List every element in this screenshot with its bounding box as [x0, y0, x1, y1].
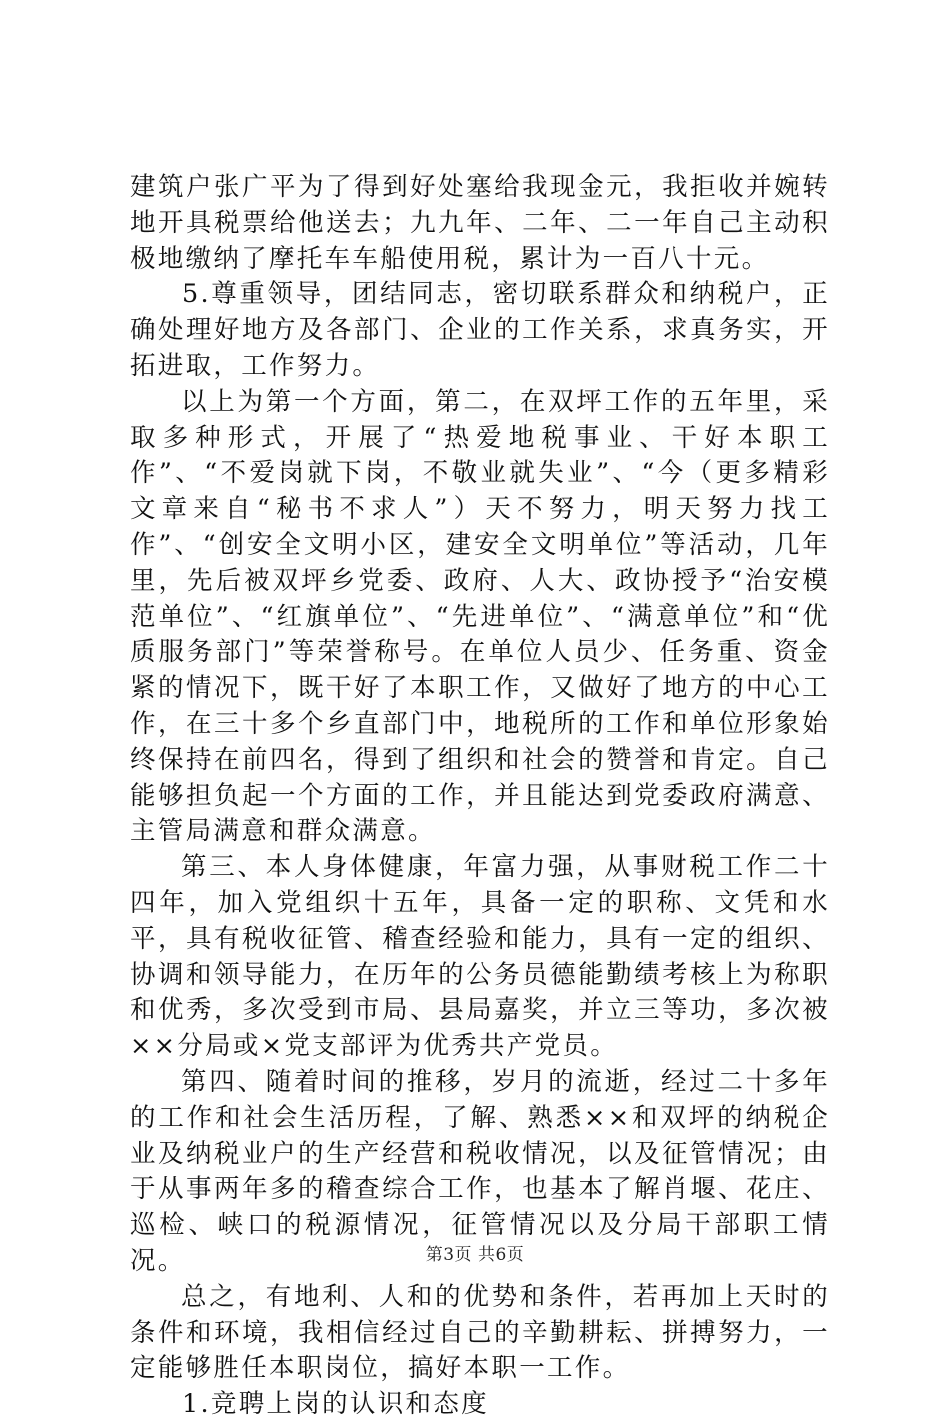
- paragraph-second-aspect: 以上为第一个方面，第二，在双坪工作的五年里，采取多种形式，开展了“热爱地税事业、干好本职工作”、“不爱岗就下岗，不敬业就失业”、“今（更多精彩文章来自“秘书不求人”）天不努力，明天努力找工作”、“创安全文明小区，建安全文明单位”等活动，几年里，先后被双坪乡党委、政府、人大、政协授予“治安模范单位”、“红旗单位”、“先进单位”、“满意单位”和“优质服务部门”等荣誉称号。在单位人员少、任务重、资金紧的情况下，既干好了本职工作，又做好了地方的中心工作，在三十多个乡直部门中，地税所的工作和单位形象始终保持在前四名，得到了组织和社会的赞誉和肯定。自己能够担负起一个方面的工作，并且能达到党委政府满意、主管局满意和群众满意。: [130, 386, 830, 847]
- paragraph-item-5: 5.尊重领导，团结同志，密切联系群众和纳税户，正确处理好地方及各部门、企业的工作关系，求真务实，开拓进取，工作努力。: [130, 279, 830, 381]
- section-heading: 1.竞聘上岗的认识和态度: [182, 1389, 489, 1420]
- paragraph-continuation: 建筑户张广平为了得到好处塞给我现金元，我拒收并婉转地开具税票给他送去；九九年、二年、二一年自己主动积极地缴纳了摩托车车船使用税，累计为一百八十元。: [130, 172, 830, 274]
- paragraph-summary: 总之，有地利、人和的优势和条件，若再加上天时的条件和环境，我相信经过自己的辛勤耕耘、拼搏努力，一定能够胜任本职岗位，搞好本职一工作。: [130, 1281, 830, 1384]
- page-footer: 第3页 共6页: [425, 1245, 525, 1265]
- paragraph-fourth-aspect: 第四、随着时间的推移，岁月的流逝，经过二十多年的工作和社会生活历程，了解、熟悉××和双坪的纳税企业及纳税业户的生产经营和税收情况，以及征管情况；由于从事两年多的稽查综合工作，也基本了解肖堰、花庄、巡检、峡口的税源情况，征管情况以及分局干部职工情况。: [130, 1066, 830, 1276]
- paragraph-third-aspect: 第三、本人身体健康，年富力强，从事财税工作二十四年，加入党组织十五年，具备一定的职称、文凭和水平，具有税收征管、稽查经验和能力，具有一定的组织、协调和领导能力，在历年的公务员德能勤绩考核上为称职和优秀，多次受到市局、县局嘉奖，并立三等功，多次被××分局或×党支部评为优秀共产党员。: [130, 852, 830, 1062]
- document-body: [130, 170, 830, 1423]
